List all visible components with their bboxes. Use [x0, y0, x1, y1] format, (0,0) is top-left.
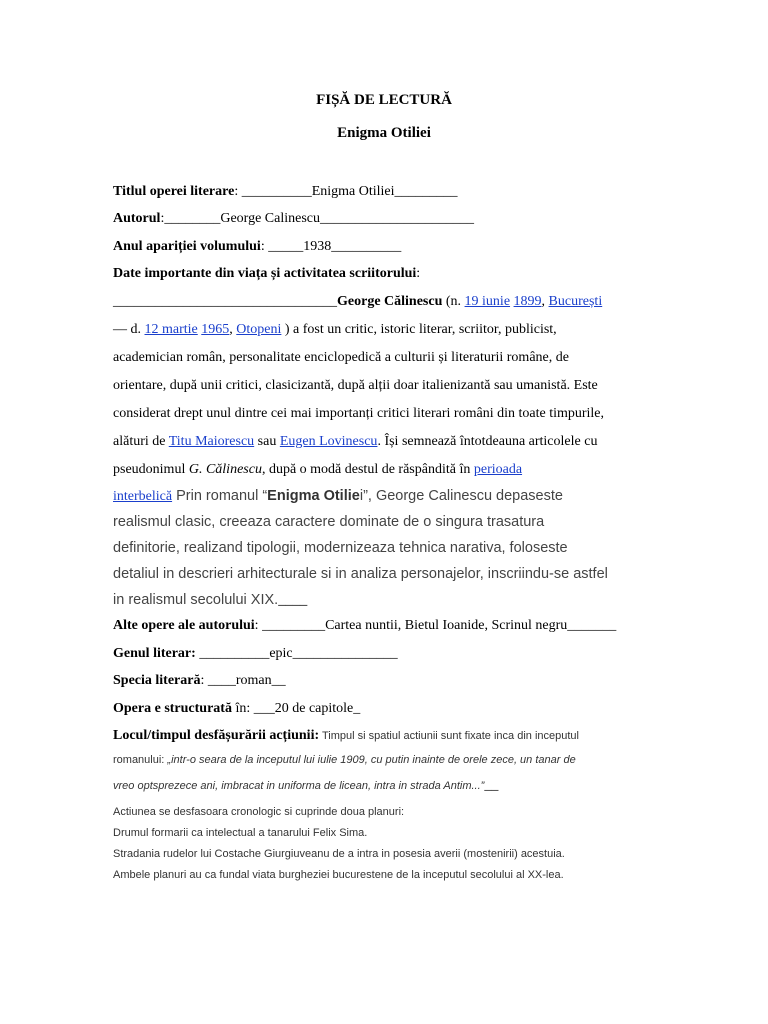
field-sep: :: [416, 266, 421, 281]
summary-line: Ambele planuri au ca fundal viata burgheziei bucurestene de la inceputul secolului al XX-lea.: [113, 869, 564, 881]
link-perioada[interactable]: perioada: [473, 462, 523, 477]
summary-line: Actiunea se desfasoara cronologic si cuprinde doua planuri:: [113, 806, 405, 818]
bio-text: — d.: [113, 322, 145, 337]
link-birth-place[interactable]: București: [548, 294, 603, 309]
summary-line: Stradania rudelor lui Costache Giurgiuveanu de a intra in posesia averii (mostenirii) acestuia.: [113, 848, 565, 860]
link-death-date[interactable]: 12 martie: [144, 322, 198, 337]
field-blank: __________: [241, 184, 312, 199]
bio-text: sau: [254, 434, 280, 449]
link-titu-maiorescu[interactable]: Titu Maiorescu: [168, 434, 255, 449]
bio-line: academician român, personalitate enciclopedică a culturii și literaturii române, de: [113, 350, 569, 365]
novel-text: Prin romanul “: [172, 488, 268, 504]
field-blank: ____: [207, 673, 236, 688]
field-blank: ____: [278, 592, 308, 608]
link-death-year[interactable]: 1965: [201, 322, 230, 337]
bio-line: orientare, după unii critici, clasicizantă, după alții doar italienizantă sau umanistă. Este: [113, 378, 598, 393]
field-label: Opera e structurată: [113, 701, 232, 716]
bio-text: ) a fost un critic, istoric literar, scriitor, publicist,: [281, 322, 557, 337]
link-birth-year[interactable]: 1899: [513, 294, 542, 309]
novel-title-bold: Enigma Otilie: [267, 488, 360, 504]
field-label: Specia literară: [113, 673, 201, 688]
field-sep: :: [254, 618, 263, 633]
field-blank: __________: [199, 646, 270, 661]
document-subtitle: Enigma Otiliei: [337, 125, 431, 141]
field-sep: :: [260, 239, 269, 254]
bio-line: [113, 456, 658, 484]
field-value: 1938: [303, 239, 332, 254]
field-species: [113, 673, 658, 689]
novel-line: detaliul in descrieri arhitecturale si in analiza personajelor, inscriindu-se astfel: [113, 566, 608, 582]
field-blank: _: [353, 701, 361, 716]
novel-text: in realismul secolului XIX.: [113, 592, 279, 608]
novel-line: [113, 587, 663, 613]
bio-text: (n.: [442, 294, 465, 309]
field-value: Enigma Otiliei: [311, 184, 395, 199]
field-value: roman: [235, 673, 272, 688]
link-birth-date[interactable]: 19 iunie: [464, 294, 511, 309]
quote-italic: vreo optsprezece ani, imbracat in uniforma de licean, intra in strada Antim...”: [113, 780, 485, 792]
field-label: Alte opere ale autorului: [113, 618, 255, 633]
field-sep: :: [200, 673, 208, 688]
field-label: Titlul operei literare: [113, 184, 235, 199]
field-sep: :: [160, 211, 165, 226]
novel-line: realismul clasic, creeaza caractere dominate de o singura trasatura: [113, 514, 545, 530]
field-blank: _________: [262, 618, 326, 633]
quote-line-1: [113, 752, 661, 768]
novel-line: definitorie, realizand tipologii, modernizeaza tehnica narativa, foloseste: [113, 540, 568, 556]
field-sep: :: [234, 184, 242, 199]
field-sep: în:: [231, 701, 254, 716]
field-year: [113, 239, 658, 255]
field-label: Autorul: [113, 211, 161, 226]
field-blank: __: [271, 673, 286, 688]
bio-text: . Își semnează întotdeauna articolele cu: [377, 434, 598, 449]
field-structure: [113, 701, 658, 717]
quote-italic: „intr-o seara de la inceputul lui iulie 1909, cu putin inainte de orele zece, un tanar de: [167, 754, 576, 766]
document-title: FIȘĂ DE LECTURĂ: [316, 92, 452, 108]
field-label: Anul apariției volumului: [113, 239, 261, 254]
field-blank: _______: [567, 618, 617, 633]
bio-text: ,: [229, 322, 237, 337]
field-blank: ___: [253, 701, 275, 716]
field-blank: ________________________________: [113, 294, 337, 309]
bio-line: [113, 428, 658, 456]
field-blank: _____: [268, 239, 304, 254]
field-label: Locul/timpul desfășurării acțiunii:: [113, 728, 320, 743]
link-eugen-lovinescu[interactable]: Eugen Lovinescu: [279, 434, 378, 449]
field-title: [113, 184, 658, 200]
link-death-place[interactable]: Otopeni: [236, 322, 282, 337]
novel-paragraph: [113, 483, 663, 613]
field-bio-label: [113, 266, 658, 282]
novel-line: [113, 483, 663, 509]
field-label: Genul literar:: [113, 646, 196, 661]
field-other-works: [113, 618, 658, 634]
field-value: epic: [269, 646, 293, 661]
bio-text: pseudonimul: [113, 462, 189, 477]
field-blank: __: [484, 778, 499, 793]
novel-text: i”, George Calinescu depaseste: [359, 488, 563, 504]
quote-text: romanului:: [113, 754, 168, 766]
field-value: George Calinescu: [220, 211, 320, 226]
field-place-time: [113, 728, 661, 744]
field-blank: _______________: [292, 646, 398, 661]
summary-line: Drumul formarii ca intelectual a tanarului Felix Sima.: [113, 827, 368, 839]
quote-line-2: [113, 778, 658, 794]
bio-line: considerat drept unul dintre cei mai importanți critici literari români din toate timpurile,: [113, 406, 605, 421]
author-name: George Călinescu: [337, 294, 443, 309]
field-blank: ______________________: [320, 211, 474, 226]
field-author: [113, 211, 658, 227]
bio-text: , după o modă destul de răspândită în: [261, 462, 474, 477]
field-value: Timpul si spatiul actiunii sunt fixate inca din inceputul: [319, 730, 579, 742]
bio-line: [113, 288, 658, 316]
bio-text: alături de: [113, 434, 169, 449]
summary-block: [113, 802, 673, 886]
field-blank: _________: [394, 184, 458, 199]
bio-text: ,: [541, 294, 549, 309]
field-value: Cartea nuntii, Bietul Ioanide, Scrinul negru: [325, 618, 568, 633]
field-value: 20 de capitole: [274, 701, 354, 716]
field-blank: __________: [331, 239, 402, 254]
field-label: Date importante din viața și activitatea scriitorului: [113, 266, 417, 281]
link-interbelica[interactable]: interbelică: [113, 489, 173, 504]
bio-line: [113, 316, 658, 344]
pseudonym: G. Călinescu: [188, 462, 262, 477]
field-blank: ________: [164, 211, 221, 226]
field-genre: [113, 646, 658, 662]
bio-paragraph: [113, 288, 658, 484]
